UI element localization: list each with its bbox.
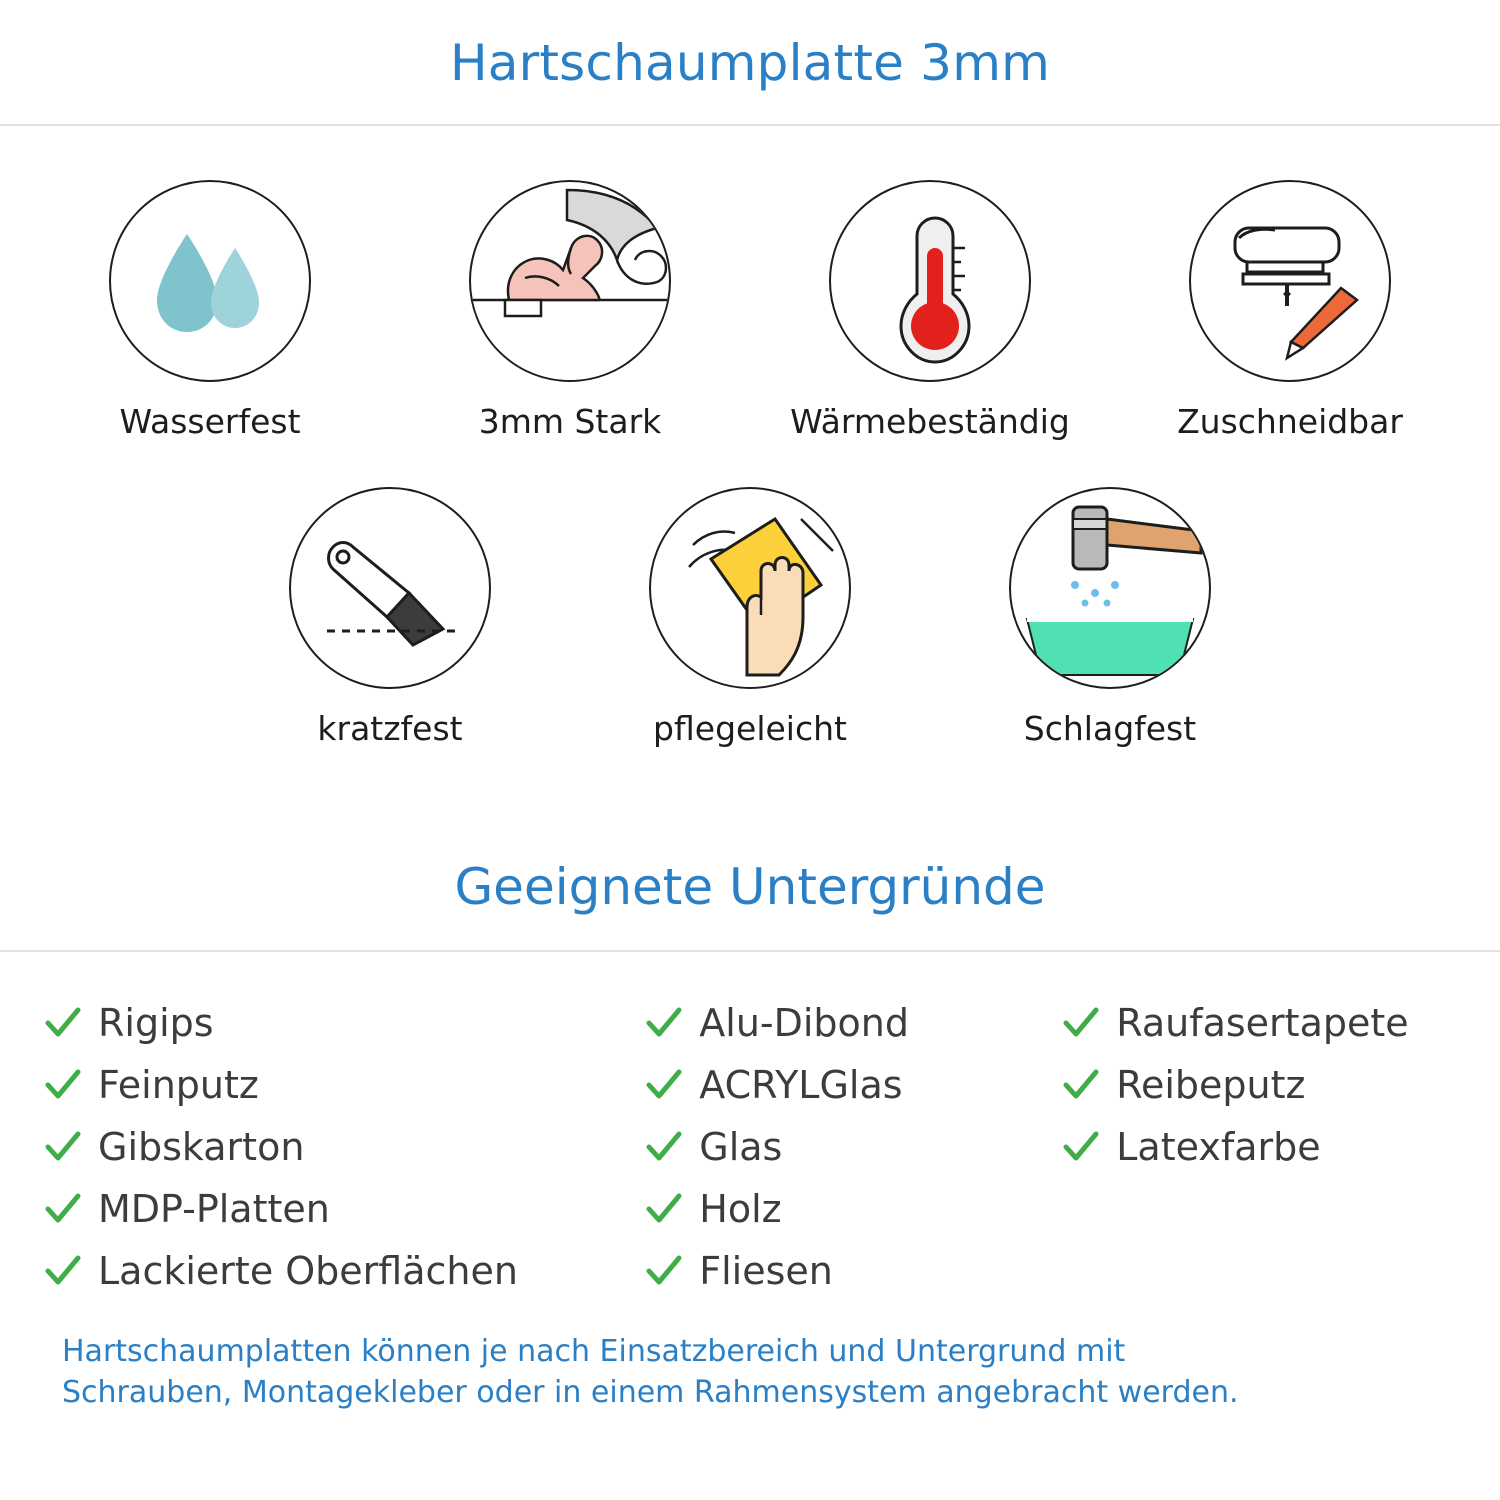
check-icon <box>1062 1128 1100 1166</box>
list-item-label: Holz <box>699 1187 782 1231</box>
list-item <box>44 996 645 1050</box>
list-item <box>1062 996 1456 1050</box>
list-item <box>645 1182 1062 1236</box>
feature-zuschneidbar <box>1110 180 1470 441</box>
list-item-label: Rigips <box>98 1001 214 1045</box>
footer-note <box>0 1306 1500 1413</box>
list-item <box>645 1058 1062 1112</box>
jigsaw-cutter-icon <box>1189 180 1391 382</box>
feature-pflegeleicht <box>570 487 930 748</box>
substrates-column-1 <box>44 996 645 1306</box>
feature-label: 3mm Stark <box>478 402 662 441</box>
feature-schlagfest <box>930 487 1290 748</box>
list-item-label: Raufasertapete <box>1116 1001 1409 1045</box>
check-icon <box>1062 1004 1100 1042</box>
list-item-label: Feinputz <box>98 1063 259 1107</box>
list-item-label: Glas <box>699 1125 783 1169</box>
hand-cloth-wipe-icon <box>649 487 851 689</box>
check-icon <box>645 1252 683 1290</box>
list-item-label: Reibeputz <box>1116 1063 1306 1107</box>
check-icon <box>645 1004 683 1042</box>
list-item <box>1062 1120 1456 1174</box>
list-item <box>645 1120 1062 1174</box>
feature-kratzfest <box>210 487 570 748</box>
list-item-label: Alu-Dibond <box>699 1001 910 1045</box>
substrates-title: Geeignete Untergründe <box>454 858 1046 916</box>
list-item <box>645 1244 1062 1298</box>
list-item-label: Gibskarton <box>98 1125 305 1169</box>
page-title: Hartschaumplatte 3mm <box>449 34 1051 92</box>
check-icon <box>44 1004 82 1042</box>
list-item-label: MDP-Platten <box>98 1187 330 1231</box>
list-item-label: ACRYLGlas <box>699 1063 903 1107</box>
hammer-impact-icon <box>1009 487 1211 689</box>
thermometer-icon <box>829 180 1031 382</box>
check-icon <box>44 1252 82 1290</box>
feature-label: Schlagfest <box>1023 709 1197 748</box>
list-item-label: Lackierte Oberflächen <box>98 1249 518 1293</box>
feature-label: pflegeleicht <box>653 709 847 748</box>
feature-wasserfest <box>30 180 390 441</box>
flexing-arm-icon <box>469 180 671 382</box>
check-icon <box>44 1190 82 1228</box>
water-drops-icon <box>109 180 311 382</box>
knife-scratch-icon <box>289 487 491 689</box>
feature-row-2 <box>0 487 1500 748</box>
substrates-list <box>0 952 1500 1306</box>
list-item <box>44 1244 645 1298</box>
list-item-label: Fliesen <box>699 1249 833 1293</box>
feature-label: Zuschneidbar <box>1177 402 1403 441</box>
check-icon <box>645 1066 683 1104</box>
list-item <box>44 1120 645 1174</box>
substrates-column-3 <box>1062 996 1456 1306</box>
feature-waermebestaendig <box>750 180 1110 441</box>
list-item <box>44 1182 645 1236</box>
substrates-column-2 <box>645 996 1062 1306</box>
list-item-label: Latexfarbe <box>1116 1125 1321 1169</box>
check-icon <box>44 1066 82 1104</box>
feature-row-1 <box>0 180 1500 441</box>
feature-label: Wärmebeständig <box>790 402 1070 441</box>
feature-label: kratzfest <box>317 709 463 748</box>
check-icon <box>1062 1066 1100 1104</box>
list-item <box>44 1058 645 1112</box>
check-icon <box>645 1128 683 1166</box>
feature-label: Wasserfest <box>119 402 301 441</box>
check-icon <box>44 1128 82 1166</box>
footer-note-line-1: Hartschaumplatten können je nach Einsatzbereich und Untergrund mit <box>62 1334 1126 1369</box>
footer-note-line-2: Schrauben, Montagekleber oder in einem Rahmensystem angebracht werden. <box>62 1374 1239 1410</box>
feature-grid <box>0 126 1500 748</box>
list-item <box>1062 1058 1456 1112</box>
feature-3mm-stark <box>390 180 750 441</box>
check-icon <box>645 1190 683 1228</box>
list-item <box>645 996 1062 1050</box>
